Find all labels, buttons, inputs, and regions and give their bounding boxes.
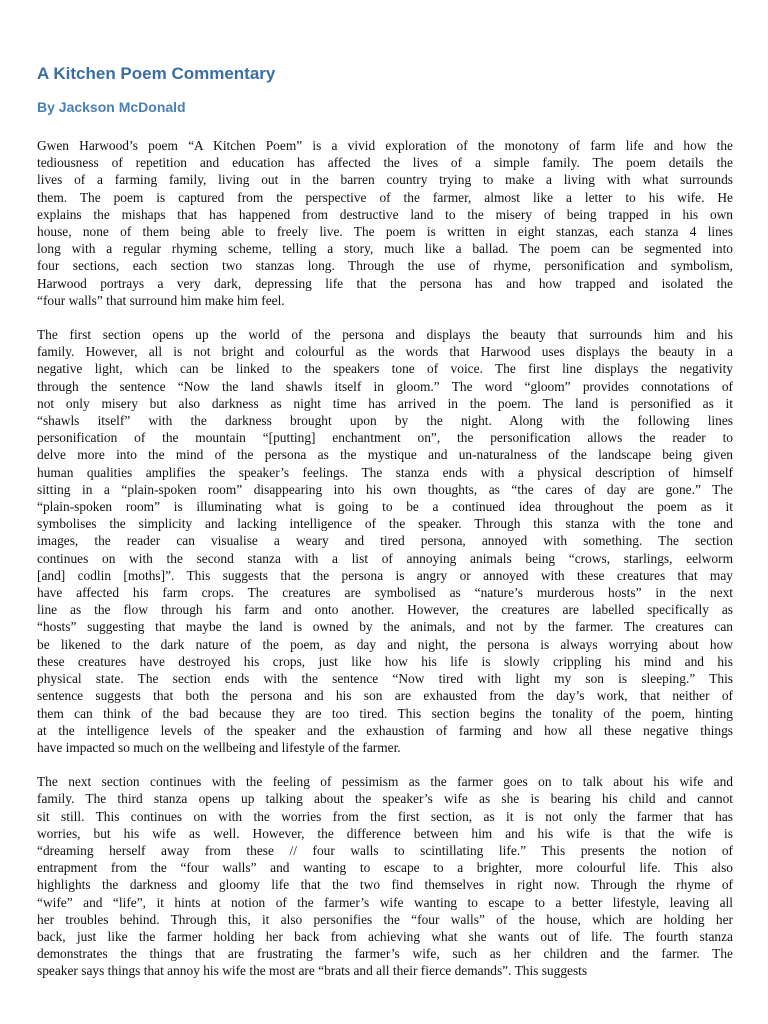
body-paragraph — [37, 773, 733, 979]
paragraph-line: negative light, which can be linked to the speakers tone of voice. The first line displays the negativity — [37, 361, 733, 377]
paragraph-line: “four walls” that surround him make him feel. — [37, 292, 285, 308]
paragraph-line: through the sentence “Now the land shawls itself in gloom.” The word “gloom” provides connotations of — [37, 378, 733, 394]
paragraph-line: them can think of the bad because they are too tired. This section begins the tonality of the poem, hinting — [37, 705, 733, 721]
body-paragraph — [37, 137, 733, 309]
paragraph-line: these creatures have destroyed his crops, just like how his life is slowly crippling his mind and his — [37, 653, 733, 669]
paragraph-line: continues on with the second stanza with a list of annoying animals being “crows, starlings, eelworm — [37, 550, 733, 566]
paragraph-line: house, none of them being able to freely live. The poem is written in eight stanzas, each stanza 4 lines — [37, 224, 733, 240]
paragraph-line: explains the mishaps that has happened from destructive land to the misery of being trapped in his own — [37, 206, 733, 222]
paragraph-line: four sections, each section two stanzas long. Through the use of rhyme, personification and symbolism, — [37, 258, 733, 274]
paragraph-line: lives of a farming family, living out in the barren country trying to make a living with what surrounds — [37, 172, 733, 188]
paragraph-line: “dreaming herself away from these // four walls to scintillating life.” This presents the notion of — [37, 842, 733, 858]
paragraph-line: sitting in a “plain-spoken room” disappearing into his own thoughts, as “the cares of day are gone.” The — [37, 481, 733, 497]
paragraph-line: her troubles behind. Through this, it also personifies the “four walls” of the house, which are holding her — [37, 911, 733, 927]
paragraph-line: “plain-spoken room” is illuminating what is going to be a continued idea throughout the poem as it — [37, 499, 733, 515]
paragraph-line: family. The third stanza opens up talking about the speaker’s wife as she is bearing his child and cannot — [37, 791, 733, 807]
paragraph-line: have affected his farm crops. The creatures are symbolised as “nature’s murderous hosts” in the next — [37, 585, 733, 601]
paragraph-line: “wife” and “life”, it hints at notion of the farmer’s wife wanting to escape to a better lifestyle, leaving all — [37, 894, 733, 910]
paragraph-line: tediousness of repetition and education has affected the lives of a simple family. The poem details the — [37, 155, 733, 171]
paragraph-line: back, just like the farmer holding her back from achieving what she wants out of life. The fourth stanza — [37, 928, 733, 944]
paragraph-line: sentence suggests that both the persona and his son are exhausted from the day’s work, that neither of — [37, 688, 733, 704]
paragraph-line: sit still. This continues on with the worries from the first section, as it is not only the farmer that has — [37, 808, 733, 824]
paragraph-line: line as the flow through his farm and onto another. However, the creatures are labelled specifically as — [37, 602, 733, 618]
document-title: A Kitchen Poem Commentary — [37, 64, 276, 83]
paragraph-line: family. However, all is not bright and colourful as the words that Harwood uses displays the beauty in a — [37, 344, 733, 360]
paragraph-line: symbolises the simplicity and lacking intelligence of the speaker. Through this stanza with the tone and — [37, 516, 733, 532]
paragraph-line: [and] codlin [moths]”. This suggests that the persona is angry or annoyed with these creatures that may — [37, 567, 733, 583]
paragraph-line: them. The poem is captured from the perspective of the farmer, almost like a letter to his wife. He — [37, 189, 733, 205]
paragraph-line: not only misery but also darkness as night time has arrived in the poem. The land is personified as it — [37, 395, 733, 411]
paragraph-line: Harwood portrays a very dark, depressing life that the persona has and how trapped and isolated the — [37, 275, 733, 291]
paragraph-line: at the intelligence levels of the speaker and the exhaustion of farming and how all these negative things — [37, 722, 733, 738]
paragraph-line: be likened to the dark nature of the poem, as day and night, the persona is always worrying about how — [37, 636, 733, 652]
paragraph-line: The next section continues with the feeling of pessimism as the farmer goes on to talk about his wife and — [37, 774, 733, 790]
paragraph-line: speaker says things that annoy his wife the most are “brats and all their fierce demands”. This suggests — [37, 963, 588, 979]
paragraph-line: The first section opens up the world of the persona and displays the beauty that surrounds him and his — [37, 327, 733, 343]
paragraph-line: human qualities amplifies the speaker’s feelings. The stanza ends with a physical description of himself — [37, 464, 733, 480]
paragraph-line: images, the reader can visualise a weary and tired persona, annoyed with something. The section — [37, 533, 733, 549]
paragraph-line: delve more into the mind of the persona as the mystique and un-naturalness of the landscape being given — [37, 447, 733, 463]
paragraph-line: physical state. The section ends with the sentence “Now tired with light my son is sleeping.” This — [37, 671, 733, 687]
paragraph-line: personification of the mountain “[putting] enchantment on”, the personification allows the reader to — [37, 430, 733, 446]
paragraph-line: demonstrates the things that are frustrating the farmer’s wife, such as her children and the farmer. The — [37, 946, 733, 962]
paragraph-line: entrapment from the “four walls” and wanting to escape to a brighter, more colourful life. This also — [37, 860, 733, 876]
author-byline: By Jackson McDonald — [37, 99, 186, 115]
paragraph-line: long with a regular rhyming scheme, telling a story, much like a ballad. The poem can be segmented into — [37, 241, 733, 257]
paragraph-line: highlights the darkness and gloomy life that the two find themselves in right now. Through the rhyme of — [37, 877, 733, 893]
paragraph-line: have impacted so much on the wellbeing and lifestyle of the farmer. — [37, 739, 401, 755]
paragraph-line: “shawls itself” with the darkness brought upon by the night. Along with the following lines — [37, 413, 733, 429]
body-paragraph — [37, 326, 733, 756]
paragraph-line: “hosts” suggesting that maybe the land is owned by the animals, and not by the farmer. The creatures can — [37, 619, 733, 635]
paragraph-line: worries, but his wife as well. However, the difference between him and his wife is that the wife is — [37, 825, 733, 841]
document-body — [37, 137, 733, 997]
paragraph-line: Gwen Harwood’s poem “A Kitchen Poem” is a vivid exploration of the monotony of farm life and how the — [37, 138, 733, 153]
